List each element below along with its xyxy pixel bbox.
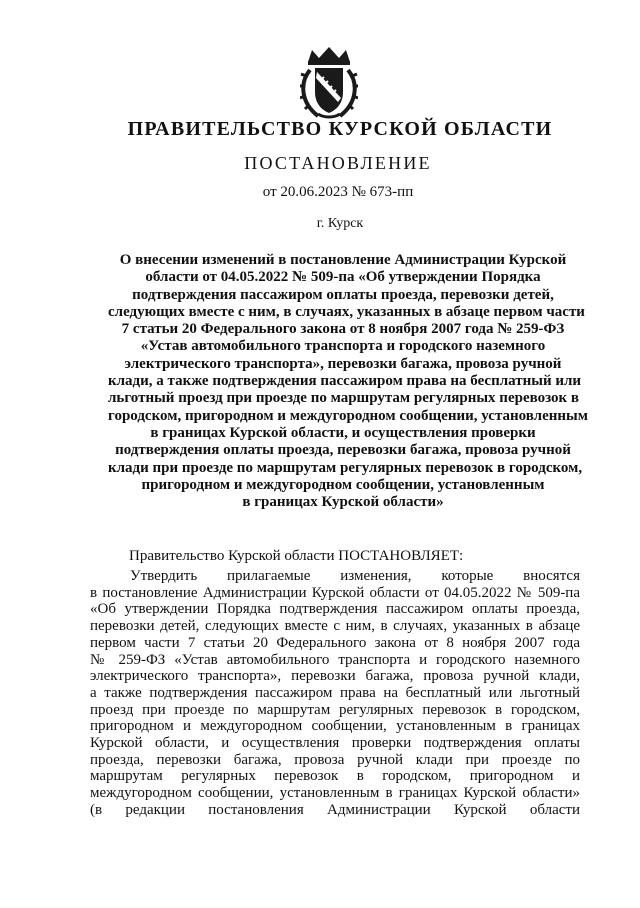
document-subject xyxy=(108,252,588,511)
body-line: в постановление Администрации Курской области от 04.05.2022 № 509-па xyxy=(90,584,580,601)
government-title: ПРАВИТЕЛЬСТВО КУРСКОЙ ОБЛАСТИ xyxy=(127,118,553,140)
subject-line: О внесении изменений в постановление Администрации Курской xyxy=(119,252,567,268)
kursk-coat-of-arms-emblem xyxy=(300,46,358,120)
subject-line: льготный проезд при проезде по маршрутам регулярных перевозок в xyxy=(108,390,580,407)
body-line: пригородном и междугородном сообщении, установленным в границах xyxy=(90,718,580,735)
subject-line: подтверждения оплаты проезда, перевозки багажа, провоза ручной xyxy=(115,442,571,459)
body-line: маршрутам регулярных перевозок в городском, пригородном и xyxy=(90,768,580,785)
subject-line: электрического транспорта», перевозки багажа, провоза ручной xyxy=(124,355,562,372)
subject-line: подтверждения пассажиром оплаты проезда, перевозки детей, xyxy=(132,286,554,303)
body-line: электрического транспорта», перевозки багажа, провоза ручной клади, xyxy=(90,668,580,685)
body-line: перевозки детей, следующих вместе с ним, в случаях, указанных в абзаце xyxy=(90,618,580,635)
subject-line: городском, пригородном и междугородном сообщении, установленным xyxy=(108,407,588,424)
body-line: Курской области, и осуществления проверки подтверждения оплаты xyxy=(90,735,580,752)
document-type: ПОСТАНОВЛЕНИЕ xyxy=(244,153,432,173)
subject-line: пригородном и междугородном сообщении, установленным xyxy=(141,476,545,493)
subject-line: следующих вместе с ним, в случаях, указанных в абзаце первом части xyxy=(108,303,585,320)
body-line: проезд при проезде по маршрутам регулярных перевозок в городском, xyxy=(90,701,580,718)
body-line: № 259-ФЗ «Устав автомобильного транспорта и городского наземного xyxy=(90,651,580,668)
document-place: г. Курск xyxy=(316,216,364,231)
enacting-clause: Правительство Курской области ПОСТАНОВЛЯЕТ: xyxy=(129,548,464,564)
subject-line: области от 04.05.2022 № 509-па «Об утверждении Порядка xyxy=(145,269,541,286)
subject-line: клади, а также подтверждения пассажиром права на бесплатный или xyxy=(108,373,582,390)
body-line: первом части 7 статьи 20 Федерального закона от 8 ноября 2007 года xyxy=(90,634,580,651)
body-paragraph xyxy=(90,568,580,819)
subject-line: «Устав автомобильного транспорта и городского наземного xyxy=(140,338,546,355)
body-line: проезда, перевозки багажа, провоза ручной клади при проезде по xyxy=(90,751,580,768)
subject-line: в границах Курской области, и осуществления проверки xyxy=(150,424,536,441)
body-line: (в редакции постановления Администрации Курской области xyxy=(90,801,580,818)
body-line: а также подтверждения пассажиром права на бесплатный или льготный xyxy=(90,684,580,701)
body-line: Утвердить прилагаемые изменения, которые вносятся xyxy=(130,568,580,584)
document-date-number: от 20.06.2023 № 673-пп xyxy=(262,184,414,200)
body-line: междугородном сообщении, установленным в границах Курской области» xyxy=(90,785,580,802)
body-line: «Об утверждении Порядка подтверждения пассажиром оплаты проезда, xyxy=(90,601,580,618)
subject-line: в границах Курской области» xyxy=(242,494,444,511)
subject-line: 7 статьи 20 Федерального закона от 8 ноября 2007 года № 259-ФЗ xyxy=(121,321,565,338)
subject-line: клади при проезде по маршрутам регулярных перевозок в городском, xyxy=(108,459,583,476)
